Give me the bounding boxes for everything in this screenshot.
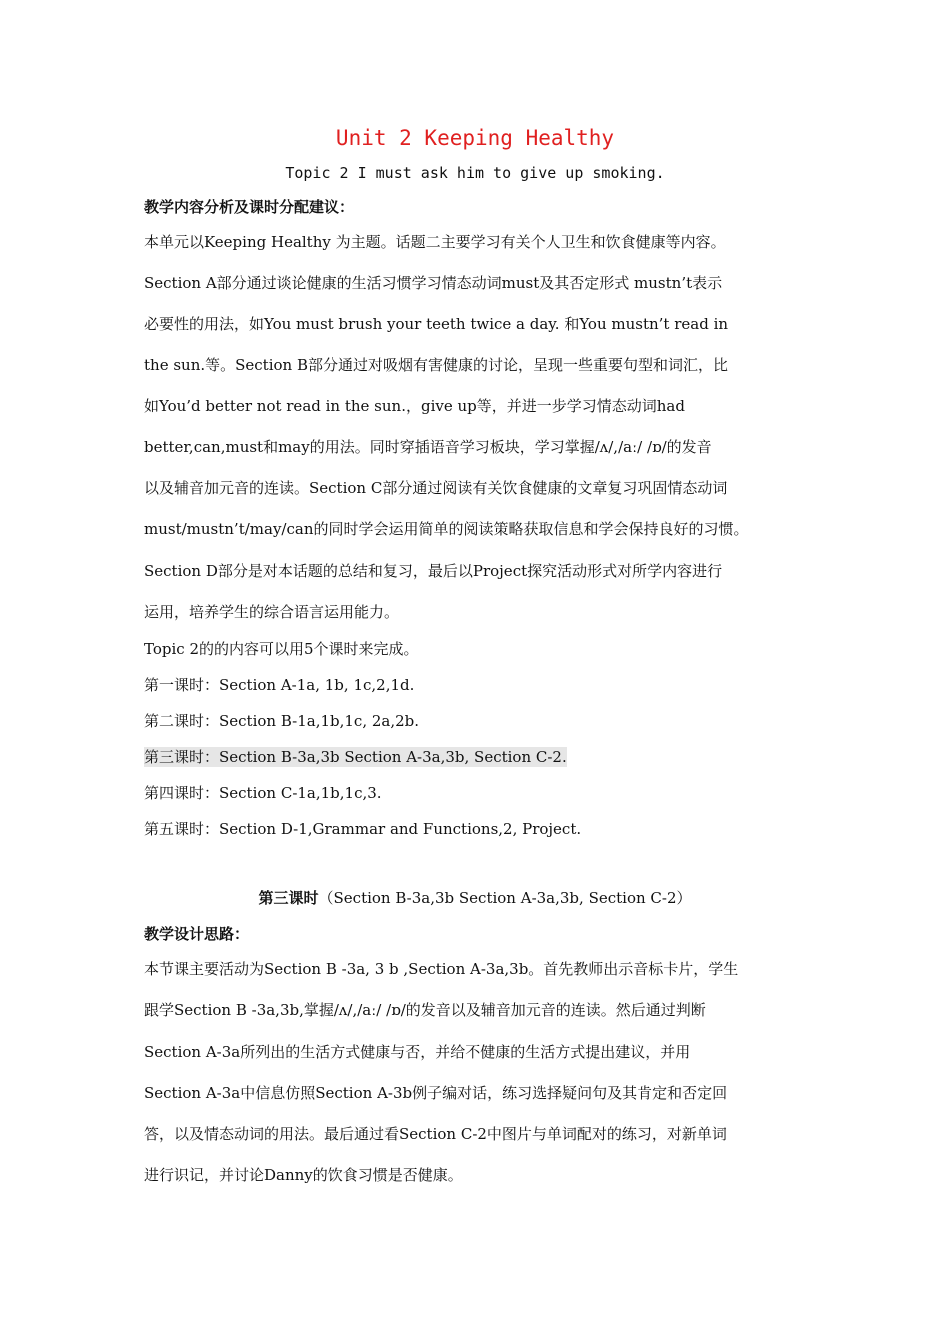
lesson-heading-sections: （Section B-3a,3b Section A-3a,3b, Section C-2）	[318, 889, 692, 907]
analysis-line: the sun.等。Section B部分通过对吸烟有害健康的讨论，呈现一些重要句型和词汇，比	[144, 356, 728, 374]
period-item: 第四课时：Section C-1a,1b,1c,3.	[144, 784, 382, 802]
design-line: Section A-3a所列出的生活方式健康与否，并给不健康的生活方式提出建议，并用	[144, 1043, 691, 1061]
analysis-heading: 教学内容分析及课时分配建议：	[144, 198, 355, 216]
design-line: 进行识记，并讨论Danny的饮食习惯是否健康。	[144, 1166, 463, 1184]
analysis-line: better,can,must和may的用法。同时穿插语音学习板块，学习掌握/ʌ/,/aː/ /ɒ/的发音	[144, 438, 712, 456]
period-item-highlighted: 第三课时：Section B-3a,3b Section A-3a,3b, Section C-2.	[144, 748, 567, 766]
design-line: 答，以及情态动词的用法。最后通过看Section C-2中图片与单词配对的练习，对新单词	[144, 1125, 727, 1143]
analysis-line: Section A部分通过谈论健康的生活习惯学习情态动词must及其否定形式 mustn’t表示	[144, 274, 723, 292]
design-line: 本节课主要活动为Section B -3a, 3 b ,Section A-3a,3b。首先教师出示音标卡片，学生	[144, 960, 739, 978]
analysis-line: must/mustn’t/may/can的同时学会运用简单的阅读策略获取信息和学会保持良好的习惯。	[144, 520, 749, 538]
design-line: Section A-3a中信息仿照Section A-3b例子编对话，练习选择疑问句及其肯定和否定回	[144, 1084, 728, 1102]
analysis-line: 如You’d better not read in the sun.，give up等，并进一步学习情态动词had	[144, 397, 685, 415]
analysis-line: 本单元以Keeping Healthy 为主题。话题二主要学习有关个人卫生和饮食健康等内容。	[144, 233, 726, 251]
lesson-heading	[0, 888, 950, 908]
periods-intro: Topic 2的的内容可以用5个课时来完成。	[144, 640, 419, 658]
analysis-line: 必要性的用法，如You must brush your teeth twice a day. 和You mustn’t read in	[144, 315, 729, 333]
design-line: 跟学Section B -3a,3b,掌握/ʌ/,/aː/ /ɒ/的发音以及辅音加元音的连读。然后通过判断	[144, 1001, 706, 1019]
period-item: 第二课时：Section B-1a,1b,1c, 2a,2b.	[144, 712, 420, 730]
lesson-heading-label: 第三课时	[258, 889, 319, 907]
analysis-line: 以及辅音加元音的连读。Section C部分通过阅读有关饮食健康的文章复习巩固情态动词	[144, 479, 728, 497]
document-subtitle: Topic 2 I must ask him to give up smoking.	[285, 164, 665, 182]
analysis-line: Section D部分是对本话题的总结和复习，最后以Project探究活动形式对所学内容进行	[144, 562, 723, 580]
period-item: 第五课时：Section D-1,Grammar and Functions,2, Project.	[144, 820, 582, 838]
analysis-line: 运用，培养学生的综合语言运用能力。	[144, 603, 400, 621]
period-item: 第一课时：Section A-1a, 1b, 1c,2,1d.	[144, 676, 415, 694]
design-heading: 教学设计思路：	[144, 925, 250, 943]
document-title: Unit 2 Keeping Healthy	[335, 126, 615, 150]
